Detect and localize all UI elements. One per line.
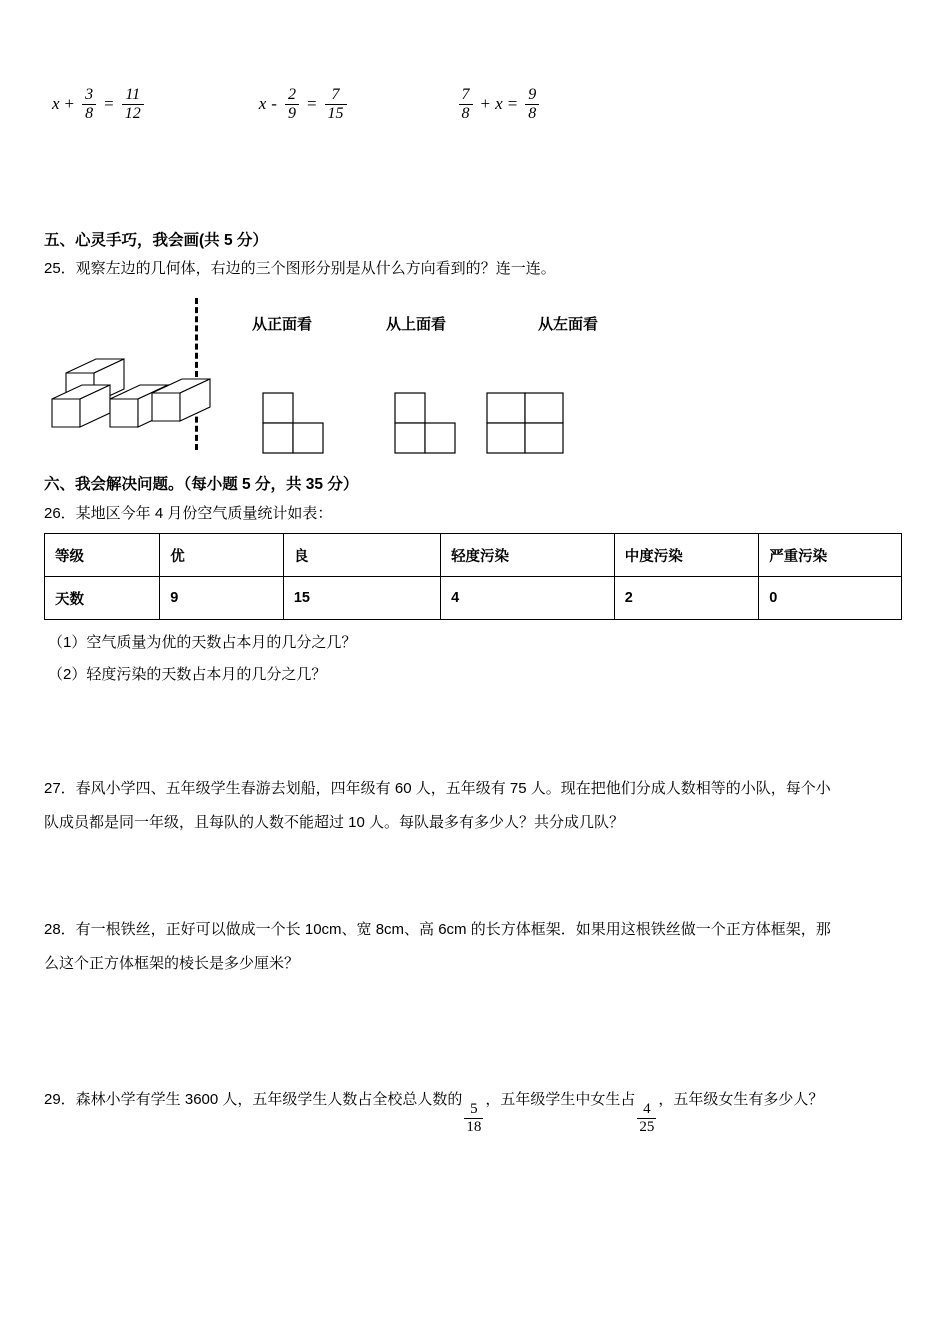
table-header-excellent: 优 <box>160 534 284 577</box>
equation-1-right-fraction <box>122 86 144 123</box>
view-label-left: 从左面看 <box>538 316 599 333</box>
table-row-headers <box>45 534 902 577</box>
equation-2 <box>259 86 350 123</box>
table-header-good: 良 <box>283 534 440 577</box>
question-27-line-2: 队成员都是同一年级，且每队的人数不能超过 10 人。每队最多有多少人？共分成几队？ <box>44 814 625 831</box>
view-label-top: 从上面看 <box>386 316 447 333</box>
view-label-front: 从正面看 <box>252 316 313 333</box>
fraction-numerator: 11 <box>125 86 141 103</box>
fraction-numerator: 7 <box>331 86 340 103</box>
question-26-sub1: （1）空气质量为优的天数占本月的几分之几？ <box>48 634 357 651</box>
question-29-fraction-2 <box>637 1101 656 1135</box>
equation-2-equals: = <box>306 94 317 114</box>
equation-3-left-fraction <box>459 86 473 123</box>
fraction-denominator: 12 <box>122 104 144 123</box>
table-header-category: 等级 <box>45 534 160 577</box>
equation-3-right-fraction <box>525 86 539 123</box>
section-5-title: 五、心灵手巧，我会画(共 5 分） <box>44 232 268 249</box>
fraction-denominator: 8 <box>82 104 96 123</box>
table-cell-light-days: 4 <box>441 577 615 620</box>
equations-row <box>52 86 902 123</box>
question-29-part-3: ，五年级女生有多少人？ <box>658 1091 824 1108</box>
table-row-values <box>45 577 902 620</box>
equation-1-equals: = <box>104 94 114 114</box>
fraction-denominator: 8 <box>459 104 473 123</box>
question-29-part-2: ，五年级学生中女生占 <box>485 1091 636 1108</box>
equation-1-left-fraction <box>82 86 96 123</box>
fraction-numerator: 4 <box>643 1101 651 1117</box>
table-header-moderate-pollution: 中度污染 <box>614 534 758 577</box>
equation-1-operator: + <box>64 94 75 114</box>
equation-3-variable: x <box>495 94 503 114</box>
question-29 <box>44 1085 924 1135</box>
equation-2-right-fraction <box>325 86 347 123</box>
table-header-light-pollution: 轻度污染 <box>441 534 615 577</box>
fraction-numerator: 2 <box>287 86 296 103</box>
equation-2-operator: - <box>271 94 277 114</box>
cube-solid-icon <box>48 345 223 435</box>
table-row-label-days: 天数 <box>45 577 160 620</box>
question-26-sub2: （2）轻度污染的天数占本月的几分之几？ <box>48 666 327 683</box>
question-28-line-1: 28．有一根铁丝，正好可以做成一个长 10cm、宽 8cm、高 6cm 的长方体框架．如果用这根铁丝做一个正方体框架，那 <box>44 921 831 938</box>
left-view-shape-icon <box>486 392 606 456</box>
equation-3 <box>456 86 543 123</box>
fraction-numerator: 9 <box>528 86 537 103</box>
question-27 <box>44 774 906 838</box>
equation-3-equals: = <box>507 94 518 114</box>
fraction-denominator: 18 <box>466 1118 482 1135</box>
fraction-denominator: 9 <box>285 104 299 123</box>
table-cell-severe-days: 0 <box>759 577 902 620</box>
fraction-denominator: 15 <box>325 104 347 123</box>
table-cell-good-days: 15 <box>283 577 440 620</box>
fraction-denominator: 8 <box>525 104 539 123</box>
question-25-text: 25．观察左边的几何体，右边的三个图形分别是从什么方向看到的？连一连。 <box>44 260 556 277</box>
equation-1 <box>52 86 147 123</box>
equation-2-variable: x <box>258 94 267 114</box>
front-view-shape-icon <box>262 392 372 456</box>
question-29-fraction-1 <box>464 1101 483 1135</box>
fraction-numerator: 5 <box>470 1101 478 1117</box>
table-header-severe-pollution: 严重污染 <box>759 534 902 577</box>
equation-1-variable: x <box>52 94 60 114</box>
air-quality-table <box>44 533 902 620</box>
table-cell-excellent-days: 9 <box>160 577 284 620</box>
table-cell-moderate-days: 2 <box>614 577 758 620</box>
question-28 <box>44 915 910 979</box>
equation-3-operator: + <box>480 94 491 114</box>
section-6-title: 六、我会解决问题。（每小题 5 分，共 35 分） <box>44 476 359 493</box>
fraction-numerator: 7 <box>461 86 470 103</box>
question-28-line-2: 么这个正方体框架的棱长是多少厘米？ <box>44 955 300 972</box>
question-26-text: 26．某地区今年 4 月份空气质量统计如表： <box>44 505 333 522</box>
question-29-part-1: 29．森林小学有学生 3600 人，五年级学生人数占全校总人数的 <box>44 1091 463 1108</box>
question-25-figure <box>44 290 904 465</box>
fraction-denominator: 25 <box>639 1118 655 1135</box>
question-27-line-1: 27．春风小学四、五年级学生春游去划船，四年级有 60 人，五年级有 75 人。现在把他们分成人数相等的小队，每个小 <box>44 780 831 797</box>
fraction-numerator: 3 <box>85 86 94 103</box>
equation-2-left-fraction <box>285 86 299 123</box>
